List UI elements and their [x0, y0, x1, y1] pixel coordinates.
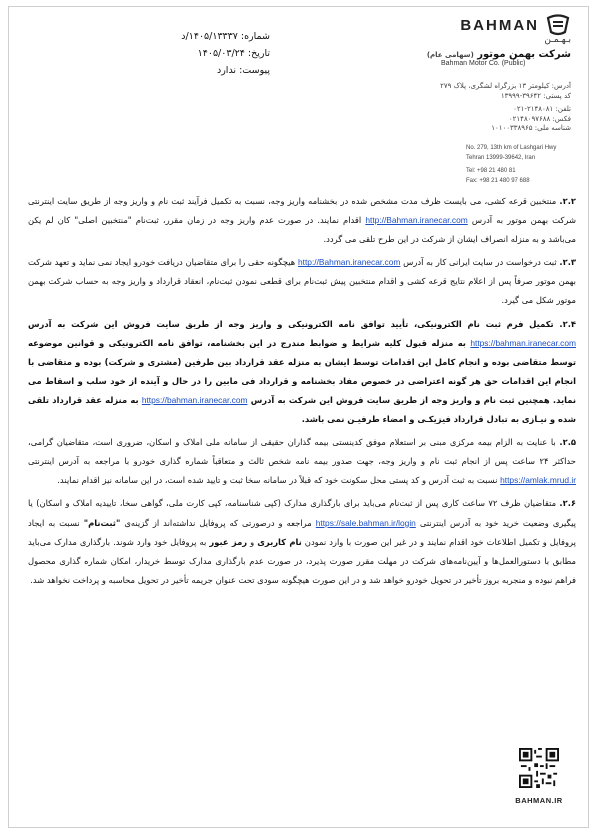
sale-login-link[interactable]: https://sale.bahman.ir/login: [315, 517, 416, 528]
fax-fa: فکس: ۰۲۱۴۸۰۹۷۶۸۸: [508, 114, 571, 123]
paragraph-text: متقاضیان ظرف ۷۲ ساعت کاری پس از ثبت‌نام می‌باید برای بارگذاری مدارک (کپی شناسنامه، کپی کارت ملی، گواهی سخا، تاییدیه املاک و اسکان) یا پیگیری وضعیت خرید خود به آدرس اینترنتی: [28, 498, 577, 528]
contact-info-en: [466, 144, 576, 186]
iranecar-link[interactable]: http://Bahman.iranecar.com: [365, 215, 468, 226]
letter-number: شماره: ۱۴۰۵/۱۳۳۳۷/د: [181, 31, 270, 42]
company-name-text: شرکت بهمن موتور: [477, 49, 571, 60]
bahman-emblem-icon: [545, 14, 571, 36]
paragraph-text: منتخبین قرعه کشی، می بایست ظرف مدت مشخص شده در بخشنامه واریز وجه، نسبت به تکمیل فرآیند ثبت نام و واریز وجه از طریق سایت اینترنتی شرکت بهمن موتور به آدرس: [28, 196, 576, 226]
paragraph-number: ۲.۴.: [559, 318, 576, 329]
logo-text: BAHMAN: [460, 16, 539, 34]
logo: [421, 14, 571, 36]
paragraph-text: ثبت درخواست در سایت ایرانی کار به آدرس: [403, 257, 557, 268]
contact-info-fa: [401, 82, 571, 134]
fax-en: Fax: +98 21 480 97 688: [466, 177, 530, 184]
address-en-1: No. 279, 13th km of Lashgari Hwy: [466, 145, 557, 151]
paragraph-2-2: [28, 192, 576, 249]
company-name: [421, 49, 571, 60]
address-en-2: Tehran 13999-39642, Iran: [466, 154, 536, 161]
paragraph-text: به منزله عقد قرارداد تلقی شده و نیـازی به تبادل قرارداد فیزیکـی و امضاء طرفیـن نمی باشد.: [28, 394, 576, 425]
paragraph-2-6: [28, 494, 576, 589]
company-header: [421, 14, 571, 67]
paragraph-text: مراجعه و درصورتی که پروفایل نداشته‌اند از گزینه‌ی: [124, 517, 312, 528]
iranecar-link[interactable]: http://Bahman.iranecar.com: [297, 257, 401, 268]
postal-fa: کد پستی: ۳۹۶۴۲-۱۳۹۹۹: [500, 91, 571, 100]
paragraph-number: ۲.۶.: [559, 498, 577, 509]
paragraph-text: اقدام نمایند. در صورت عدم واریز وجه در زمان مقرر، ثبت‌نام "منتخبین اصلی" کان لم یکن می‌باشد و به منزله انصراف ایشان از شرکت در این طرح تلقی می گردد.: [28, 215, 576, 245]
paragraph-text: به منزله قبول کلیه شرایط و ضوابط مندرج در این بخشنامه، توافق نامه الکترونیکی و قوانین موضوعه توسط متقاضی بوده و انجام کامل این اقدامات توسط ایشان به منزله عقد قرارداد بین طرفین (مشتری و شرکت) بوده و متقاضی با انجام این اقدامات حق هر گونه اعتراضی در خصوص مفاد بخشنامه و قرارداد فی مابین را در حال و آینده از خود سلب و اسقاط می نماید. همچنین ثبت نام و واریز وجه از طریق سایت فروش این شرکت به آدرس: [28, 337, 576, 405]
company-type: (سهامی عام): [426, 51, 474, 59]
paragraph-number: ۲.۵.: [559, 437, 576, 448]
paragraph-number: ۲.۳.: [559, 257, 576, 268]
paragraph-number: ۲.۲.: [559, 196, 576, 206]
logo-persian: بـهـمـن: [544, 35, 571, 45]
paragraph-2-4: [28, 315, 576, 430]
password-term: رمز عبور: [209, 536, 248, 547]
letter-attachment: پیوست: ندارد: [216, 65, 270, 76]
phone-en: Tel: +98 21 480 81: [466, 168, 516, 174]
iranecar-secure-link[interactable]: https://bahman.iranecar.com: [470, 337, 577, 348]
paragraph-2-5: [28, 433, 576, 490]
paragraph-text: نسبت به ایجاد پروفایل و تکمیل اطلاعات خود اقدام نمایند و در غیر این صورت با وارد نمودن: [28, 517, 577, 547]
register-option: "ثبت‌نام": [83, 517, 121, 528]
letter-body: [28, 192, 576, 590]
website-label: BAHMAN.IR: [515, 796, 563, 805]
address-fa: آدرس: کیلومتر ۱۳ بزرگراه لشگری، پلاک ۲۷۹: [440, 82, 571, 90]
company-name-en: Bahman Motor Co. (Public): [441, 60, 526, 67]
phone-fa: تلفن: ۲۱۴۸۰۸۱-۰۲۱: [513, 105, 571, 113]
paragraph-text: با عنایت به الزام بیمه مرکزی مبنی بر استعلام موفق کدینستی بیمه گذاران حقیقی از سامانه ملی املاک و اسکان، ضروری است، متقاضیان گرامی، حداکثر ۲۴ ساعت پس از انجام ثبت نام و واریز وجه، جهت صدور بیمه نامه شخص ثالث و متعاقباً شماره گذاری خودرو با مراجعه به آدرس اینترنتی: [28, 437, 576, 467]
iranecar-secure-link[interactable]: https://bahman.iranecar.com: [141, 394, 248, 405]
footer-qr-block: [514, 748, 564, 805]
paragraph-text: و: [250, 536, 255, 547]
letter-date: تاریخ: ۱۴۰۵/۰۳/۲۴: [197, 48, 270, 59]
letter-meta: [120, 28, 270, 79]
username-term: نام کاربری: [257, 536, 302, 547]
paragraph-text: به پروفایل خود وارد شوند. بارگذاری مدارک می‌باید مطابق با دستورالعمل‌ها و آیین‌نامه‌های شرکت در مهلت مقرر صورت پذیرد، در صورت عدم بارگذاری مدارک توسط خریدار، امکان شماره گذاری محصول فراهم نبوده و منجربه بروز تأخیر در تحویل خودرو خواهد شد و در این صورت هیچگونه سودی تحت عنوان جریمه تأخیر در تحویل محاسبه و پرداخت نخواهد شد.: [28, 536, 576, 585]
paragraph-text: نسبت به ثبت آدرس و کد پستی محل سکونت خود که قبلاً در سامانه سخا ثبت و تایید شده است، در این سامانه نیز اقدام نمایند.: [57, 475, 498, 486]
paragraph-text: تکمیل فرم ثبت نام الکترونیکی، تأیید توافق نامه الکترونیکی و واریز وجه از طریق سایت فروش این شرکت به آدرس: [28, 318, 554, 329]
qr-code-icon: [519, 748, 559, 788]
paragraph-2-3: [28, 253, 576, 310]
amlak-link[interactable]: https://amlak.mrud.ir: [500, 475, 576, 486]
paragraph-text: هیچگونه حقی را برای متقاضیان دریافت خودرو ایجاد نمی نماید و تعهد شرکت بهمن موتور صرفاً پس از اعلام نتایج قرعه کشی و اقدام منتخبین پیش ثبت‌نام برای قطعی نمودن ثبت‌نام، انعقاد قرارداد و واریز وجه به حساب شرکت بهمن موتور شکل می گیرد.: [28, 257, 576, 306]
national-id-fa: شناسه ملی: ۱۰۱۰۰۳۳۸۹۶۵: [491, 124, 571, 132]
